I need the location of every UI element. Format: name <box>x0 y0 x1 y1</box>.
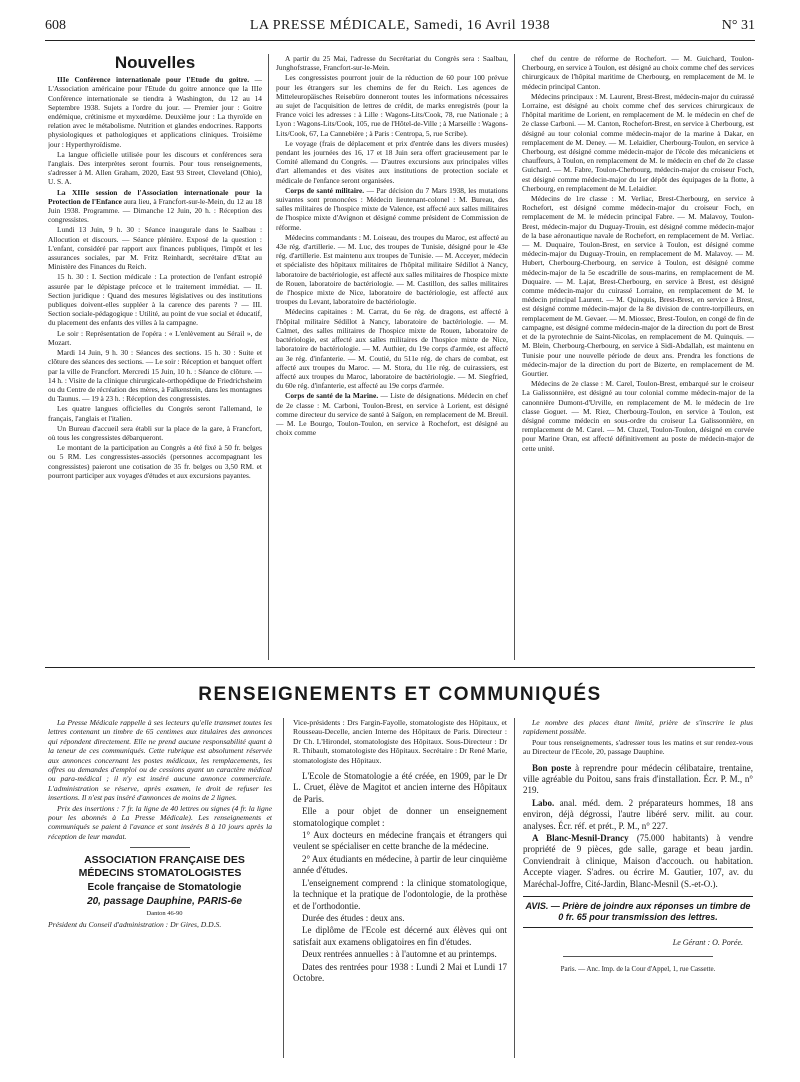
news-text: Les quatre langues officielles du Congrès seront l'allemand, le français, l'anglais et l'italien. <box>48 404 262 423</box>
news-heading: Corps de santé de la Marine. <box>285 391 381 401</box>
news-paragraph <box>522 379 754 453</box>
news-paragraph <box>48 150 262 187</box>
prix-insertions: Prix des insertions : 7 fr. la ligne de 40 lettres ou signes (4 fr. la ligne pour les abonnés à La Presse Médicale). Les renseignements et communiqués se paient à l'avance et sont insérés 8 à 10 jours après la réception de leur mandat. <box>48 803 272 841</box>
page-header <box>45 16 755 38</box>
news-paragraph <box>522 194 754 378</box>
news-text: Médecins de 1re classe : M. Verliac, Brest-Cherbourg, en service à Rochefort, est désigné comme médecin-major du croiseur Foch, en remplacement de M. le médecin principal Fabre. — M. Malavoy, Toulon-Brest, médecin-major du Duguay-Trouin, est désigné comme médecin-major de la base aéronautique navale de Rochefort, en remplacement de M. Verliac. — M. Duquaire, Toulon-Brest, en service à Toulon, est désigné comme médecin-major du Duguay-Trouin, en remplacement de M. Malavoy. — M. Hubert, Cherbourg-Cherbourg, en service à Toulon, est désigné comme médecin-major de la 5e escadrille de sous-marins, en remplacement de M. Duquaire. — M. Lajat, Brest-Cherbourg, en service à Brest, est désigné comme médecin-major du cuirassé Lorraine, en remplacement de M. le médecin principal Laurent. — M. Quinquis, Brest-Brest, en service à Brest, est désigné comme médecin-major de la 8e division de contre-torpilleurs, en remplacement de M. Gevaer. — M. Miossec, Brest-Toulon, en congé de fin de campagne, est désigné comme médecin-major de la direction du port de Brest et de la pyrotechnie de Saint-Nicolas, en remplacement de M. Quinquis. — M. Blein, Cherbourg-Cherbourg, en service à Sidi-Abdallah, est maintenu en Tunisie pour une nouvelle période de deux ans. Prendra les fonctions de médecin-major de la direction du port de Bizerte, en remplacement de M. Gourtier. <box>522 194 754 378</box>
nouvelles-column-2 <box>276 54 508 660</box>
presse-notice: La Presse Médicale rappelle à ses lecteurs qu'elle transmet toutes les lettres contenant un timbre de 65 centimes aux titulaires des annonces qui répondent directement. Elle ne prend aucune responsabilité quant à la teneur de ces communiqués. Cette rubrique est absolument réservée aux annonces concernant les postes médicaux, les remplacements, les offres ou demandes d'emploi ou de cessions ayant un caractère médical ou para-médical ; il n'y est inséré aucune annonce commerciale. L'administration se réserve, après examen, le droit de refuser les insertions. Il n'est pas inséré d'annonces de moins de 2 lignes. <box>48 718 272 803</box>
news-paragraph <box>48 329 262 347</box>
places-notice: Le nombre des places étant limité, prière de s'inscrire le plus rapidement possible. <box>523 718 753 737</box>
gerant: Le Gérant : O. Porée. <box>672 938 743 948</box>
news-paragraph <box>522 54 754 91</box>
news-text: — Liste de désignations. Médecin en chef de 2e classe : M. Carboni, Toulon-Brest, en service à Lorient, est désigné comme directeur du service de santé à Saïgon, en remplacement de M. Breuil. — M. Le Bourgo, Toulon-Toulon, en service à Rochefort, est désigné au choix comme <box>276 391 508 438</box>
school-paragraph: Dates des rentrées pour 1938 : Lundi 2 Mai et Lundi 17 Octobre. <box>293 961 507 983</box>
association-title: ASSOCIATION FRANÇAISE DES MÉDECINS STOMATOLOGISTES <box>78 854 245 880</box>
news-paragraph <box>48 348 262 403</box>
news-text: Médecins de 2e classe : M. Carel, Toulon-Brest, embarqué sur le croiseur La Galissonnière, est désigné au tour colonial comme médecin-major de la canonnière Dumont-d'Urville, en remplacement de M. le médecin de 1re classe Goguet. — M. Riez, Cherbourg-Toulon, en service à Toulon, est désigné comme médecin en sous-ordre du croiseur La Galissonnière, en remplacement de M. Carel. — M. Cluzel, Toulon-Toulon, désigné en corvée pour Marine Oran, est affecté définitivement au poste de médecin-major de cette unité. <box>522 379 754 453</box>
school-paragraph: Durée des études : deux ans. <box>302 912 405 923</box>
classified-ad <box>523 798 753 832</box>
school-phone: Danton 46-90 <box>146 910 183 918</box>
renseignements-banner: RENSEIGNEMENTS ET COMMUNIQUÉS <box>198 684 602 705</box>
news-text: Les congressistes pourront jouir de la réduction de 60 pour 100 prévue pour les étrangers sur les chemins de fer du Reich. Les agences de Mitteleuropäisches Reisebüro donneront toutes les informations nécessaires au sujet de l'acquisition de lettres de crédit, de marks enregistrés (pour la France voici les adresses : à Lille : Wagons-Lits/Cook, 78, rue Nationale ; à Lyon : Wagons-Lits/Cook, 105, rue de l'Hôtel-de-Ville ; à Marseille : Wagons-Lits/Cook, 67, La Cannebière ; à Paris : Centropa, 5, rue Scribe). <box>276 73 508 138</box>
news-text: chef du centre de réforme de Rochefort. — M. Guichard, Toulon-Cherbourg, en service à Toulon, est désigné au choix comme chef des services chirurgicaux de l'hôpital maritime de Cherbourg, en remplacement de M. le médecin principal Canton. <box>522 54 754 91</box>
communiques-column-2 <box>293 718 507 1068</box>
news-paragraph <box>48 75 262 149</box>
news-paragraph <box>276 54 508 72</box>
news-text: Un Bureau d'accueil sera établi sur la place de la gare, à Francfort, où tous les congressistes débarqueront. <box>48 423 262 442</box>
communiques-column-3 <box>523 718 753 1068</box>
news-text: Le montant de la participation au Congrès a été fixé à 50 fr. belges ou 5 RM. Les congressistes-associés (personnes accompagnant les congressistes) paieront une cotisation de 35 fr. belges ou 3,50 RM. et pourront participer aux voyages d'études et aux excursions payantes. <box>48 443 262 480</box>
page-number: 608 <box>45 18 66 33</box>
news-paragraph <box>48 424 262 442</box>
news-paragraph <box>276 233 508 307</box>
ad-lead: Bon poste <box>532 762 576 773</box>
section-rule <box>45 667 755 668</box>
news-heading: La XIIIe session de l'Association internationale pour la Protection de l'Enfance <box>48 187 262 206</box>
school-paragraph: L'Ecole de Stomatologie a été créée, en 1909, par le Dr L. Cruet, élève de Magitot et ancien interne des Hôpitaux de Paris. <box>293 771 507 804</box>
classified-ad <box>523 833 753 890</box>
news-heading: IIIe Conférence internationale pour l'Etude du goitre. <box>57 75 255 85</box>
classified-ad <box>523 763 753 797</box>
news-text: A partir du 25 Mai, l'adresse du Secrétariat du Congrès sera : Saalbau, Junghofstrasse, Francfort-sur-le-Mein. <box>276 54 508 73</box>
news-paragraph <box>276 391 508 437</box>
news-paragraph <box>276 139 508 185</box>
news-paragraph <box>48 404 262 422</box>
news-text: Médecins commandants : M. Loiseau, des troupes du Maroc, est affecté au 43e rég. d'artillerie. — M. Luc, des troupes de Tunisie, désigné pour le 43e rég. d'artillerie. Est maintenu aux troupes de Tunisie. — M. Acceyer, médecin et spécialiste des hôpitaux militaires de l'hôpital militaire Sédillot à Nancy, laboratoire de bactériologie, est affecté aux salles militaires de l'hospice mixte de Rouen, laboratoire de bactériologie. — M. Castillon, des salles militaires de l'hospice mixte de Nice, laboratoire de bactériologie, est affecté aux troupes du Levant, laboratoire de bactériologie. <box>276 232 508 307</box>
school-paragraph: L'enseignement comprend : la clinique stomatologique, la technique et la pratique de l'odontologie, de la prothèse et de l'orthodontie. <box>293 877 507 911</box>
news-paragraph <box>276 73 508 137</box>
column-divider <box>514 718 515 1058</box>
association-president: Président du Conseil d'administration : Dr Gires, D.D.S. <box>48 919 222 929</box>
news-text: Le soir : Représentation de l'opéra : « L'enlèvement au Sérail », de Mozart. <box>48 328 262 347</box>
header-rule <box>45 40 755 41</box>
school-paragraph: 1° Aux docteurs en médecine français et étrangers qui veulent se spécialiser en cette branche de la médecine. <box>293 830 507 852</box>
news-paragraph <box>276 186 508 232</box>
school-paragraph: Deux rentrées annuelles : à l'automne et au printemps. <box>302 949 497 960</box>
ad-text: anal. méd. dem. 2 préparateurs hommes, 18 ans environ, déjà dégrossi, l'autre libéré serv. milit. au cour. analyses. Écr. réf. et prét., P. M., n° 227. <box>523 797 753 831</box>
nouvelles-column-3 <box>522 54 754 660</box>
short-rule <box>130 847 190 848</box>
school-officers: Vice-présidents : Drs Fargin-Fayolle, stomatologiste des Hôpitaux, et Rousseau-Decelle, ancien Interne des Hôpitaux de Paris. Directeur : Dr Ch. L'Hirondel, stomatologiste des Hôpitaux. Sous-Directeur : Dr R. Thibault, stomatologiste des Hôpitaux. Secrétaire : Dr René Marie, stomatologiste des Hôpitaux. <box>293 718 507 765</box>
printer-line: Paris. — Anc. Imp. de la Cour d'Appel, 1, rue Cassette. <box>560 964 716 973</box>
news-paragraph <box>48 225 262 271</box>
nouvelles-heading: Nouvelles <box>114 54 196 72</box>
school-contact: Pour tous renseignements, s'adresser tous les matins et sur rendez-vous au Directeur de l'Ecole, 20, passage Dauphine. <box>523 737 753 757</box>
news-paragraph <box>276 307 508 390</box>
news-text: — L'Association américaine pour l'Etude du goitre annonce que la IIIe Conférence internationale se tiendra à Washington, du 12 au 14 Septembre 1938. Sujets a l'ordre du jour. — Premier jour : Goitre endémique, crétinisme et myxœdème. Deuxième jour : La thyroïde en relation avec le métabolisme. Nutrition et glandes endocrines. Rapports physiologiques et pathologiques et applications cliniques. Troisième jour : Hyperthyroïdisme. <box>48 75 262 149</box>
ad-lead: A Blanc-Mesnil-Drancy <box>532 833 637 844</box>
news-text: Mardi 14 Juin, 9 h. 30 : Séances des sections. 15 h. 30 : Suite et clôture des séances des sections. — Le soir : Réception et banquet offert par la ville de Francfort. Mercredi 15 Juin, 10 h. : Séance de clôture. — 14 h. : Visite de la clinique chirurgicale-orthopédique de Friedrichsheim ou du Centre de récréation des mères, à Falkenstein, dans les montagnes du Taunus. — 19 à 23 h. : Réception des congressistes. <box>48 348 262 404</box>
footer-rule <box>563 956 713 957</box>
news-text: — Par décision du 7 Mars 1938, les mutations suivantes sont prononcées : Médecin lieutenant-colonel : M. Bureau, des salles militaires de l'hospice mixte de Valence, est affecté aux salles militaires de l'hospice mixte d'Avignon et désigné comme président de Commission de réforme. <box>276 185 508 232</box>
news-text: Le voyage (frais de déplacement et prix d'entrée dans les divers musées) pendant les journées des 16, 17 et 18 Juin sera offert gracieusement par le Comité allemand du Congrès. — D'autres excursions aux principales villes d'art allemandes et des visites aux institutions de protection sociale et médicale de l'enfance seront organisées. <box>276 138 508 185</box>
school-paragraph: Elle a pour objet de donner un enseignement stomatologique complet : <box>293 806 507 828</box>
news-paragraph <box>522 92 754 193</box>
nouvelles-column-1 <box>48 54 262 660</box>
ad-text: (75.000 habitants) à vendre propriété de 9 pièces, gde salle, garage et beau jardin. Conviendrait à clinique, Maison d'accouch. ou habitation. Accepte viager. S'adres. ou écrire M. Gautier, 107, av. du Maréchal-Joffre, Cité-Jardin, Blanc-Mesnil (S.-et-O.). <box>523 833 753 889</box>
news-text: aura lieu, à Francfort-sur-le-Mein, du 12 au 18 Juin 1938. Programme. — Dimanche 12 Juin, 20 h. : Réception des congressistes. <box>48 196 262 225</box>
news-paragraph <box>48 272 262 327</box>
news-heading: Corps de santé militaire. <box>285 185 367 195</box>
news-text: 15 h. 30 : I. Section médicale : La protection de l'enfant estropié assurée par le dépistage précoce et le traitement immédiat. — II. Section juridique : Quand des mesures législatives ou des institutions publiques doivent-elles suppléer à la carence des parents ? — III. Section sociale-pédagogique : Utilité, au point de vue social et éducatif, du placement des enfants des villes à la campagne. <box>48 272 262 328</box>
communiques-column-1 <box>48 718 272 1068</box>
issue-number: N° 31 <box>721 18 755 33</box>
school-paragraph: Le diplôme de l'Ecole est décerné aux élèves qui ont satisfait aux examens obligatoires en fin d'études. <box>293 925 507 947</box>
avis-box: AVIS. — Prière de joindre aux réponses un timbre de 0 fr. 65 pour transmission des lettres. <box>523 896 753 928</box>
column-divider <box>283 718 284 1058</box>
school-name: Ecole française de Stomatologie <box>87 882 242 894</box>
school-paragraph: 2° Aux étudiants en médecine, à partir de leur cinquième année d'études. <box>293 853 507 876</box>
school-address: 20, passage Dauphine, PARIS-6e <box>87 896 242 908</box>
news-paragraph <box>48 443 262 480</box>
news-paragraph <box>48 188 262 225</box>
journal-title: LA PRESSE MÉDICALE, Samedi, 16 Avril 1938 <box>249 18 551 33</box>
ad-text: à reprendre pour médecin célibataire, trentaine, ville agréable du Poitou, sans frais d'installation. Écr. P. M., n° 219. <box>523 762 753 796</box>
column-divider <box>268 54 269 660</box>
news-text: Médecins principaux : M. Laurent, Brest-Brest, médecin-major du cuirassé Lorraine, est désigné au choix comme chef des services chirurgicaux de l'hôpital maritime de Lorient, en remplacement de M. le médecin en chef de 2e classe Carboni. — M. Canton, Rochefort-Brest, en service à Cherbourg, est désigné au tour colonial comme médecin-major de la marine à Dakar, en remplacement de M. Deney. — M. Lelaidier, Cherbourg-Toulon, en service à Cherbourg, est désigné comme médecin-major de l'école des mécaniciens et chauffeurs, à Toulon, en remplacement de M. le médecin en chef de 2e classe Guichard. — M. Fabre, Toulon-Cherbourg, médecin-major du croiseur Foch, est désigné comme médecin-major du 1er dépôt des équipages de la flotte, à Cherbourg, en remplacement de M. Lelaidier. <box>522 91 754 193</box>
news-text: Lundi 13 Juin, 9 h. 30 : Séance inaugurale dans le Saalbau : Allocution et discours. — Séance plénière. Exposé de la question : L'enfant, considéré par rapport aux finances publiques, l'impôt et les assurances sociales, par M. Fritz Reinhardt, secrétaire d'Etat au Ministère des Finances du Reich. <box>48 225 262 272</box>
ad-lead: Labo. <box>532 797 560 808</box>
column-divider <box>514 54 515 660</box>
news-text: La langue officielle utilisée pour les discours et conférences sera l'anglais. Des interprètes seront fournis. Pour tous renseignements, s'adresser à M. Allen Graham, 2020, East 93 Street, Cleveland (Ohio), U. S. A. <box>48 149 262 187</box>
news-text: Médecins capitaines : M. Carrat, du 6e rég. de dragons, est affecté à l'hôpital militaire Sédillot à Nancy, laboratoire de bactériologie. — M. Calmet, des salles militaires de l'hospice mixte de Rouen, laboratoire de bactériologie, est affecté aux salles militaires de l'hospice mixte de Nice, laboratoire de bactériologie. — M. Authier, du 19e corps d'armée, est affecté au 3e rég. d'infanterie. — M. Coutié, du 511e rég. de chars de combat, est affecté aux troupes du Maroc. — M. Stora, du 11e rég. de cuirassiers, est affecté aux troupes du Maroc, laboratoire de bactériologie. — M. Siegfried, du 60e rég. d'infanterie, est affecté au 19e corps d'armée. <box>276 307 508 391</box>
